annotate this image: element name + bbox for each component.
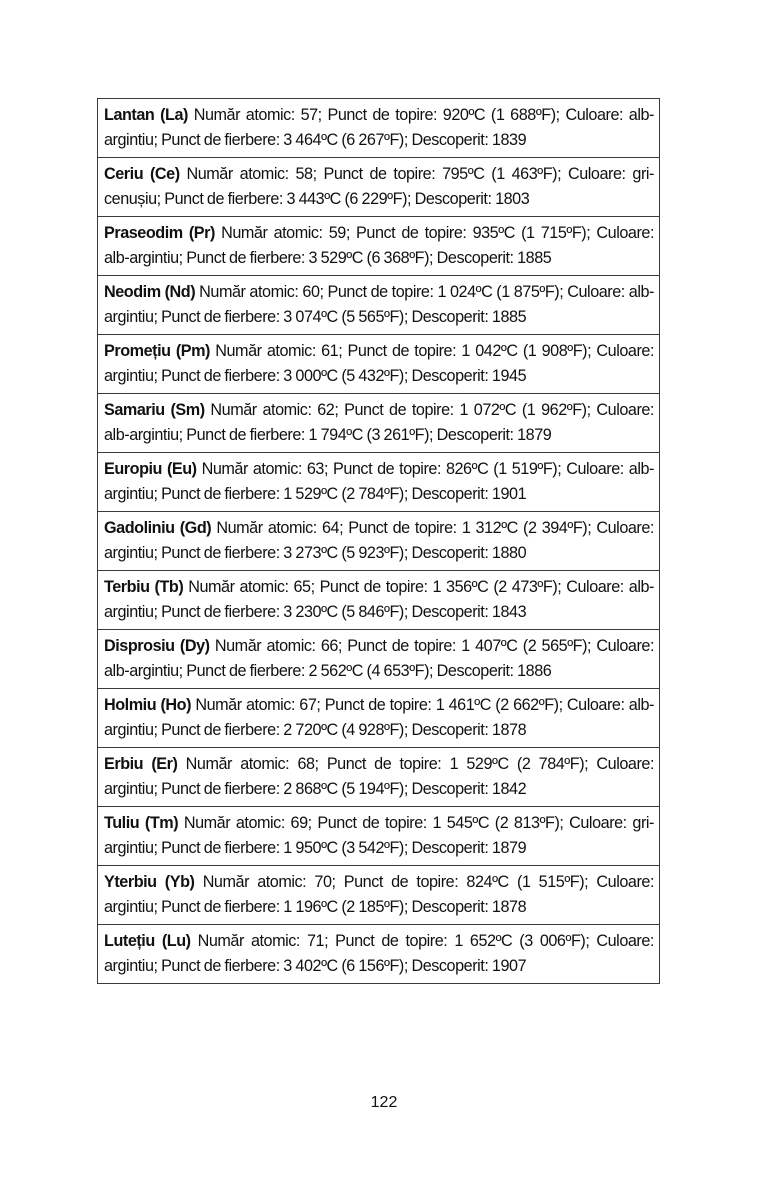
element-details: Număr atomic: 67; Punct de topire: 1 461ºC (2 662ºF); Culoare: alb-argintiu; Punct de fierbere: 2 720ºC (4 928ºF); Descoperit: 1878 [104,696,654,739]
element-details: Număr atomic: 68; Punct de topire: 1 529ºC (2 784ºF); Culoare: argintiu; Punct de fierbere: 2 868ºC (5 194ºF); Descoperit: 1842 [104,755,654,798]
element-cell [98,807,660,866]
element-details: Număr atomic: 61; Punct de topire: 1 042ºC (1 908ºF); Culoare: argintiu; Punct de fierbere: 3 000ºC (5 432ºF); Descoperit: 1945 [104,342,654,385]
element-cell [98,99,660,158]
element-details: Număr atomic: 62; Punct de topire: 1 072ºC (1 962ºF); Culoare: alb-argintiu; Punct de fierbere: 1 794ºC (3 261ºF); Descoperit: 1879 [104,401,654,444]
table-row [98,512,660,571]
element-cell [98,866,660,925]
element-name: Erbiu (Er) [104,755,178,773]
element-cell [98,571,660,630]
element-name: Lantan (La) [104,106,188,124]
element-name: Holmiu (Ho) [104,696,192,714]
elements-table [97,98,660,984]
table-row [98,99,660,158]
element-name: Europiu (Eu) [104,460,197,478]
table-row [98,158,660,217]
table-row [98,866,660,925]
table-row [98,276,660,335]
element-name: Samariu (Sm) [104,401,205,419]
element-name: Lutețiu (Lu) [104,932,191,950]
element-name: Yterbiu (Yb) [104,873,195,891]
element-details: Număr atomic: 60; Punct de topire: 1 024ºC (1 875ºF); Culoare: alb-argintiu; Punct de fierbere: 3 074ºC (5 565ºF); Descoperit: 1885 [104,283,654,326]
table-row [98,571,660,630]
element-cell [98,335,660,394]
element-cell [98,158,660,217]
table-row [98,748,660,807]
table-row [98,217,660,276]
element-details: Număr atomic: 57; Punct de topire: 920ºC (1 688ºF); Culoare: alb-argintiu; Punct de fierbere: 3 464ºC (6 267ºF); Descoperit: 1839 [104,106,654,149]
element-details: Număr atomic: 63; Punct de topire: 826ºC (1 519ºF); Culoare: alb-argintiu; Punct de fierbere: 1 529ºC (2 784ºF); Descoperit: 1901 [104,460,654,503]
element-cell [98,217,660,276]
element-cell [98,630,660,689]
table-row [98,453,660,512]
table-row [98,689,660,748]
element-details: Număr atomic: 65; Punct de topire: 1 356ºC (2 473ºF); Culoare: alb-argintiu; Punct de fierbere: 3 230ºC (5 846ºF); Descoperit: 1843 [104,578,654,621]
element-name: Terbiu (Tb) [104,578,184,596]
element-cell [98,925,660,984]
element-cell [98,512,660,571]
element-cell [98,394,660,453]
element-name: Disprosiu (Dy) [104,637,210,655]
element-details: Număr atomic: 71; Punct de topire: 1 652ºC (3 006ºF); Culoare: argintiu; Punct de fierbere: 3 402ºC (6 156ºF); Descoperit: 1907 [104,932,654,975]
element-details: Număr atomic: 70; Punct de topire: 824ºC (1 515ºF); Culoare: argintiu; Punct de fierbere: 1 196ºC (2 185ºF); Descoperit: 1878 [104,873,655,916]
element-name: Ceriu (Ce) [104,165,180,183]
element-name: Praseodim (Pr) [104,224,215,242]
table-row [98,394,660,453]
table-row [98,807,660,866]
element-details: Număr atomic: 58; Punct de topire: 795ºC (1 463ºF); Culoare: gri-cenușiu; Punct de fierbere: 3 443ºC (6 229ºF); Descoperit: 1803 [104,165,654,208]
element-cell [98,748,660,807]
table-row [98,335,660,394]
element-name: Tuliu (Tm) [104,814,179,832]
table-row [98,630,660,689]
page-number: 122 [370,1094,398,1111]
element-details: Număr atomic: 69; Punct de topire: 1 545ºC (2 813ºF); Culoare: gri-argintiu; Punct de fierbere: 1 950ºC (3 542ºF); Descoperit: 1879 [104,814,654,857]
element-name: Gadoliniu (Gd) [104,519,212,537]
element-details: Număr atomic: 66; Punct de topire: 1 407ºC (2 565ºF); Culoare: alb-argintiu; Punct de fierbere: 2 562ºC (4 653ºF); Descoperit: 1886 [104,637,654,680]
element-cell [98,276,660,335]
element-name: Promețiu (Pm) [104,342,210,360]
table-row [98,925,660,984]
element-cell [98,689,660,748]
element-name: Neodim (Nd) [104,283,196,301]
elements-table-body [98,99,660,984]
element-cell [98,453,660,512]
element-details: Număr atomic: 59; Punct de topire: 935ºC (1 715ºF); Culoare: alb-argintiu; Punct de fierbere: 3 529ºC (6 368ºF); Descoperit: 1885 [104,224,654,267]
element-details: Număr atomic: 64; Punct de topire: 1 312ºC (2 394ºF); Culoare: argintiu; Punct de fierbere: 3 273ºC (5 923ºF); Descoperit: 1880 [104,519,654,562]
